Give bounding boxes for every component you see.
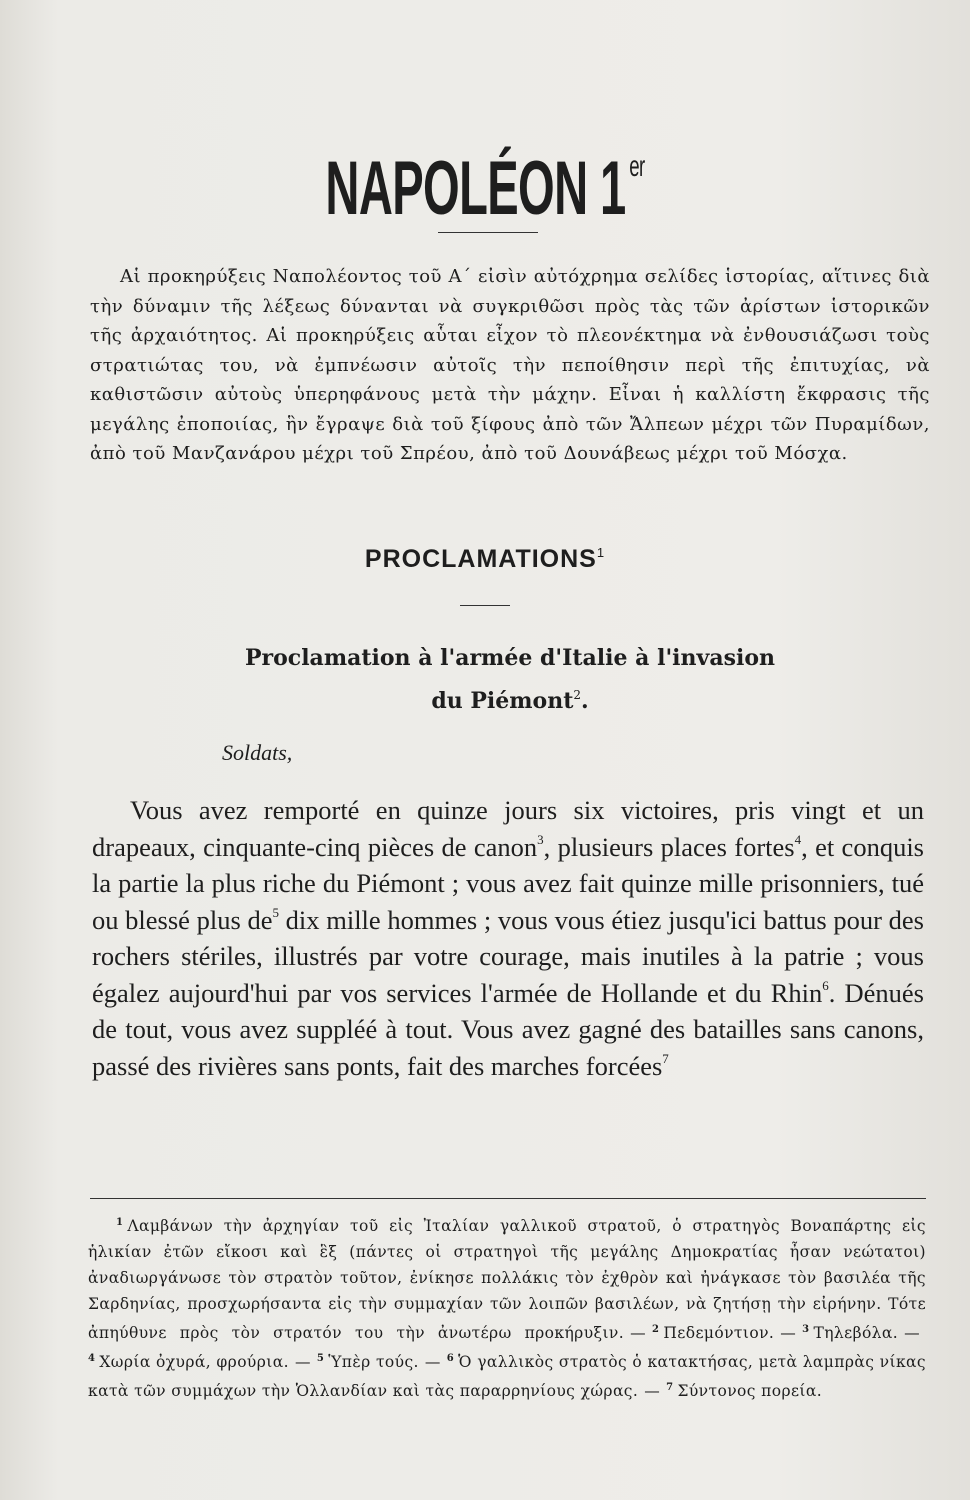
footnote-5-mark: 5 [316,1353,325,1364]
footnote-separator: — [904,1324,920,1342]
body-text-3: , et conquis la partie la plus riche du Piémont ; vous avez fait quinze mille prisonniers, tué ou blessé plus de [92,831,924,935]
footnote-4-text: Χωρία ὀχυρά, φρούρια. [99,1353,289,1371]
body-text-5: . Dénués de tout, vous avez suppléé à tout. Vous avez gagné des batailles sans canons, passé des rivières sans ponts, fait des marches forcées [92,977,924,1081]
intro-paragraph [90,262,930,469]
proclamation-title-line2: du Piémont [431,688,574,714]
footnote-block [88,1210,926,1404]
title-rule [438,232,538,233]
footnote-ref-4: 4 [794,831,802,847]
body-text-2: , plusieurs places fortes [543,831,795,862]
footnote-7-text: Σύντονος πορεία. [677,1382,823,1400]
footnote-6-text: Ὁ γαλλικὸς στρατὸς ὁ κατακτήσας, μετὰ λαμπρὰς νίκας κατὰ τῶν συμμάχων τὴν Ὁλλανδίαν καὶ τὰς παραρρηνίους χώρας. [88,1353,926,1400]
footnote-separator: — [644,1382,661,1400]
intro-text: Αἱ προκηρύξεις Ναπολέοντος τοῦ Α΄ εἰσὶν αὐτόχρημα σελίδες ἱστορίας, αἵτινες διὰ τὴν δύναμιν τῆς λέξεως δύνανται νὰ συγκριθῶσι πρὸς τὰς τῶν ἀρίστων ἱστορικῶν τῆς ἀρχαιότητος. Αἱ προκηρύξεις αὗται εἶχον τὸ πλεονέκτημα νὰ ἐνθουσιάζωσι τοὺς στρατιώτας του, νὰ ἐμπνέωσιν αὐτοῖς τὴν πεποίθησιν περὶ τῆς ἐπιτυχίας, νὰ καθιστῶσιν αὐτοὺς ὑπερηφάνους μετὰ τὴν μάχην. Εἶναι ἡ καλλίστη ἔκφρασις τῆς μεγάλης ἐποποιίας, ἣν ἔγραψε διὰ τοῦ ξίφους ἀπὸ τῶν Ἄλπεων μέχρι τῶν Πυραμίδων, ἀπὸ τοῦ Μανζανάρου μέχρι τοῦ Σπρέου, ἀπὸ τοῦ Δουνάβεως μέχρι τοῦ Μόσχα. [90,266,930,464]
footnote-ref-7: 7 [662,1050,669,1066]
proclamation-title-line2-wrap [130,677,890,720]
footnote-ref-6: 6 [822,977,829,993]
footnote-separator: — [294,1353,311,1371]
proclamation-title-line1: Proclamation à l'armée d'Italie à l'invasion [245,645,775,671]
salutation: Soldats, [222,740,293,765]
footnote-ref-3: 3 [537,831,544,847]
footnote-ref-5: 5 [272,904,279,920]
proclamation-title [130,640,890,720]
proclamation-footnote-ref: 2 [573,688,581,702]
proclamation-body [92,792,924,1084]
footnote-3-mark: 3 [802,1324,810,1335]
section-rule [460,605,510,606]
footnote-separator: — [780,1324,797,1342]
page-title-main: NAPOLÉON 1 [325,146,626,231]
footnote-1-text: Λαμβάνων τὴν ἀρχηγίαν τοῦ εἰς Ἰταλίαν γαλλικοῦ στρατοῦ, ὁ στρατηγὸς Βοναπάρτης εἰς ἡλικίαν ἐτῶν εἴκοσι καὶ ἓξ (πάντες οἱ στρατηγοὶ τῆς μεγάλης Δημοκρατίας ἦσαν νεώτατοι) ἀναδιωργάνωσε τὸν στρατὸν τοῦτον, ἐνίκησε πολλάκις τὸν ἐχθρὸν καὶ ἠνάγκασε τὸν βασιλέα τῆς Σαρδηνίας, προσχωρήσαντα εἰς τὴν συμμαχίαν τῶν λοιπῶν βασιλέων, νὰ ζητήσῃ τὴν εἰρήνην. Τότε ἀπηύθυνε πρὸς τὸν στρατόν του τὴν ἀνωτέρω προκήρυξιν. [88,1217,926,1342]
footnote-2-text: Πεδεμόντιον. [663,1324,775,1342]
section-title-text: PROCLAMATIONS [364,545,597,573]
body-paragraph [92,792,924,1084]
footnote-2-mark: 2 [652,1324,660,1335]
section-footnote-ref: 1 [596,545,606,560]
footnotes [88,1210,926,1404]
footnote-separator: — [424,1353,441,1371]
body-text-4: dix mille hommes ; vous vous étiez jusqu'ici battus pour des rochers stériles, illustrés par votre courage, mais inutiles à la patrie ; vous égalez aujourd'hui par vos services l'armée de Hollande et du Rhin [92,904,924,1008]
footnote-3-text: Τηλεβόλα. [813,1324,899,1342]
footnote-1-mark: 1 [116,1217,124,1228]
footnote-6-mark: 6 [446,1353,455,1364]
body-text-1: Vous avez remporté en quinze jours six victoires, pris vingt et un drapeaux, cinquante-cinq pièces de canon [92,795,924,862]
footnote-7-mark: 7 [666,1382,674,1393]
footnote-4-mark: 4 [88,1353,96,1364]
footnote-divider [90,1198,926,1199]
proclamation-title-period: . [581,688,589,714]
page-title-suffix: er [629,150,645,183]
footnote-5-text: Ὑπὲρ τούς. [328,1353,419,1371]
section-title [0,545,970,574]
page-title [184,122,785,234]
footnote-separator: — [630,1324,646,1342]
